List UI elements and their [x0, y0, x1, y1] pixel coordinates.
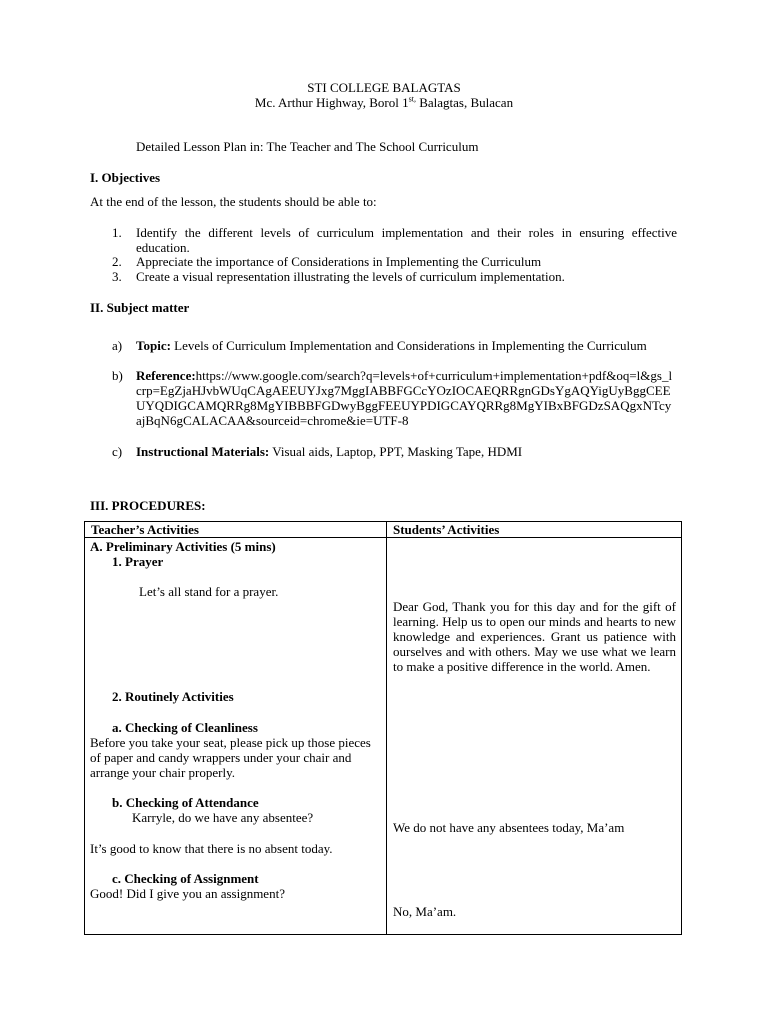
prelim-heading: A. Preliminary Activities (5 mins)	[90, 539, 276, 554]
assignment-answer: No, Ma’am.	[393, 904, 457, 919]
table-row	[85, 538, 682, 935]
cleanliness-heading: a. Checking of Cleanliness	[112, 720, 258, 735]
subject-num-c: c)	[112, 444, 123, 459]
subject-num-b: b)	[112, 368, 123, 383]
col-header-teacher: Teacher’s Activities	[85, 522, 387, 538]
students-activities-cell	[387, 538, 682, 935]
objective-num-2: 2.	[112, 254, 122, 269]
objectives-heading: I. Objectives	[90, 170, 161, 185]
subject-topic: Topic: Levels of Curriculum Implementation and Considerations in Implementing the Curriculum	[136, 338, 647, 353]
objective-item-1: Identify the different levels of curriculum implementation and their roles in ensuring effective education.	[136, 225, 677, 255]
procedures-heading: III. PROCEDURES:	[90, 498, 206, 513]
cleanliness-text: Before you take your seat, please pick up those pieces of paper and candy wrappers under your chair and arrange your chair properly.	[90, 735, 371, 780]
prayer-student-response: Dear God, Thank you for this day and for the gift of learning. Help us to open our minds and hearts to new knowledge and experiences. Grant us patience with ourselves and with others. May we use what we learn to make a positive difference in the world. Amen.	[393, 599, 676, 674]
col-header-students: Students’ Activities	[387, 522, 682, 538]
attendance-followup: It’s good to know that there is no absent today.	[90, 841, 333, 856]
subject-num-a: a)	[112, 338, 123, 353]
attendance-answer: We do not have any absentees today, Ma’am	[393, 820, 625, 835]
school-address: Mc. Arthur Highway, Borol $1^{st,}$ Balagtas, Bulacan	[254, 94, 514, 110]
reference-link[interactable]: https://www.google.com/search?q=levels+of+curriculum+implementation+pdf&oq=l&gs_lcrp=EgZjaHJvbWUqCAgAEEUYJxg7MggIABBFGCcYOzIOCAEQRRgnGDsYgAQYigUyBggCEEUYQDIGCAMQRRg8MgYIBBBFGDwyBggFEEUYPDIGCAYQRRg8MgYIBxBFGDzSAQgxNTcyajBqN6gCALACAA&sourceid=chrome&ie=UTF-8	[136, 368, 673, 428]
attendance-heading: b. Checking of Attendance	[112, 795, 259, 810]
teacher-activities-cell	[85, 538, 387, 935]
lesson-plan-title: Detailed Lesson Plan in: The Teacher and The School Curriculum	[136, 139, 479, 154]
objective-num-1: 1.	[112, 225, 122, 240]
subject-reference: Reference:https://www.google.com/search?q=levels+of+curriculum+implementation+pdf&oq=l&gs_lcrp=EgZjaHJvbWUqCAgAEEUYJxg7MggIABBFGCcYOzIOCAEQRRgnGDsYgAQYigUyBggCEEUYQDIGCAMQRRg8MgYIBBBFGDwyBggFEEUYPDIGCAYQRRg8MgYIBxBFGDzSAQgxNTcyajBqN6gCALACAA&sourceid=chrome&ie=UTF-8	[136, 368, 673, 428]
assignment-heading: c. Checking of Assignment	[112, 871, 259, 886]
procedures-table	[84, 521, 682, 935]
routine-heading: 2. Routinely Activities	[112, 689, 234, 704]
objective-num-3: 3.	[112, 269, 122, 284]
table-header-row	[85, 522, 682, 538]
school-name: STI COLLEGE BALAGTAS	[307, 80, 461, 95]
objective-item-3: Create a visual representation illustrating the levels of curriculum implementation.	[136, 269, 565, 284]
prayer-heading: 1. Prayer	[112, 554, 164, 569]
prayer-teacher-text: Let’s all stand for a prayer.	[139, 584, 279, 599]
subject-matter-heading: II. Subject matter	[90, 300, 190, 315]
subject-materials: Instructional Materials: Visual aids, Laptop, PPT, Masking Tape, HDMI	[136, 444, 523, 459]
objectives-intro: At the end of the lesson, the students should be able to:	[90, 194, 377, 209]
attendance-question: Karryle, do we have any absentee?	[132, 810, 314, 825]
objective-item-2: Appreciate the importance of Considerations in Implementing the Curriculum	[136, 254, 542, 269]
assignment-question: Good! Did I give you an assignment?	[90, 886, 285, 901]
